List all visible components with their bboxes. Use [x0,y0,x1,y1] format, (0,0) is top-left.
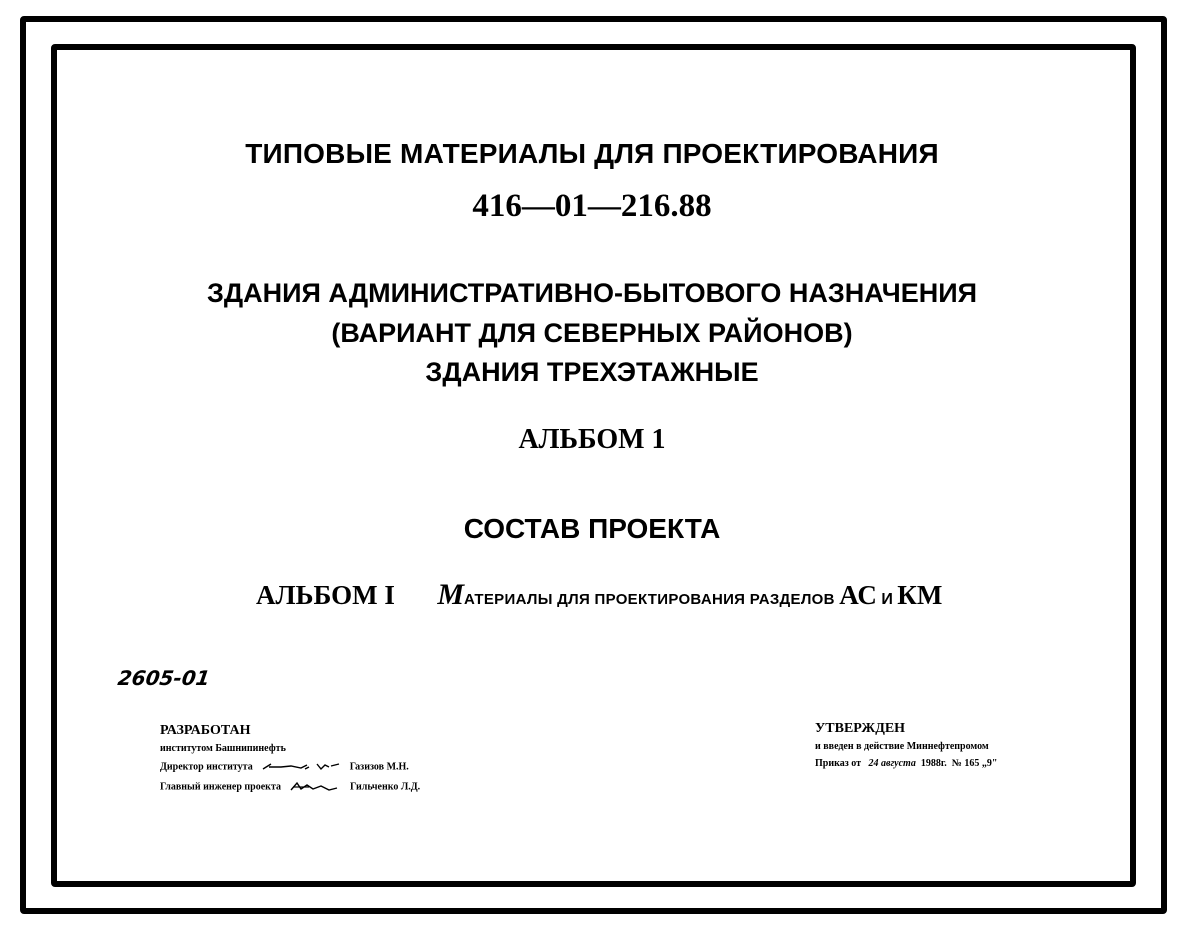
chief-engineer-line [160,780,420,794]
composition-album-label: АЛЬБОМ I [256,580,395,610]
composition-desc-initial: М [437,578,465,611]
album-title: АЛЬБОМ 1 [518,424,666,455]
order-date: 24 августа [868,758,916,769]
approved-header: УТВЕРЖДЕН [815,721,906,736]
document-code: 416—01—216.88 [472,188,712,224]
composition-heading: СОСТАВ ПРОЕКТА [463,513,721,544]
subject-line-1: ЗДАНИЯ АДМИНИСТРАТИВНО-БЫТОВОГО НАЗНАЧЕНИЯ [206,278,978,308]
subject-line-3: ЗДАНИЯ ТРЕХЭТАЖНЫЕ [425,357,759,387]
approved-line: и введен в действие Миннефтепромом [815,741,989,752]
composition-desc: АТЕРИАЛЫ ДЛЯ ПРОЕКТИРОВАНИЯ РАЗДЕЛОВ [464,591,835,608]
chief-engineer-role: Главный инженер проекта [160,781,281,793]
composition-section-ac: АС [839,580,877,610]
order-year: 1988г. [920,758,947,769]
composition-and: И [881,591,893,608]
director-role: Директор института [160,761,253,773]
chief-engineer-signature [289,780,341,794]
director-name: Газизов М.Н. [349,761,409,773]
composition-item [256,578,942,618]
composition-section-km: КМ [897,580,943,610]
order-number: № 165 „9" [951,758,998,769]
chief-engineer-name: Гильченко Л.Д. [349,781,421,793]
subject-line-2: (ВАРИАНТ ДЛЯ СЕВЕРНЫХ РАЙОНОВ) [331,318,853,348]
developed-org: институтом Башнипинефть [160,743,286,754]
director-signature [261,761,341,773]
director-line [160,761,420,773]
developed-block [160,724,420,801]
approved-block [815,722,997,776]
document-title: ТИПОВЫЕ МАТЕРИАЛЫ ДЛЯ ПРОЕКТИРОВАНИЯ [245,138,939,169]
order-line [815,759,997,769]
developed-header: РАЗРАБОТАН [160,723,251,738]
handwritten-number: 2605-01 [116,666,212,690]
order-prefix: Приказ от [815,758,862,769]
